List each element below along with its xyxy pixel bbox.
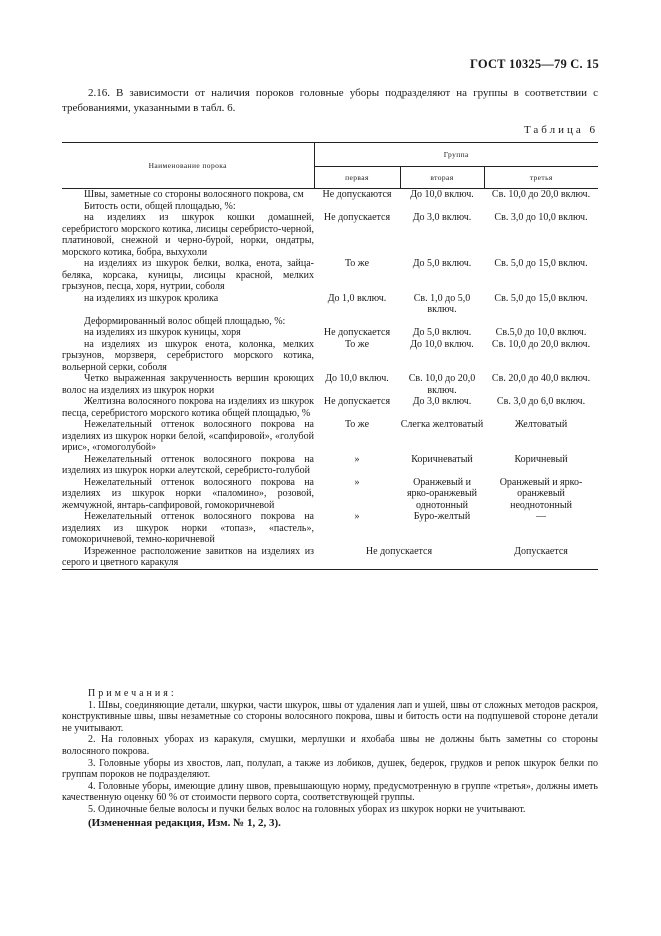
group-first-value: Не допускается	[323, 212, 391, 223]
group-third-value: Св. 3,0 до 6,0 включ.	[496, 396, 586, 407]
defect-name: Битость ости, общей площадью, %:	[84, 200, 236, 212]
group-first-value: Не допускается	[323, 327, 391, 338]
page-header: ГОСТ 10325—79 С. 15	[470, 57, 599, 71]
group-third-value: Св. 5,0 до 15,0 включ.	[494, 258, 588, 269]
group-third-value: Св. 20,0 до 40,0 включ.	[491, 373, 591, 384]
table-row	[62, 258, 598, 293]
table-row	[62, 327, 598, 339]
group-second-value: Св. 1,0 до 5,0 включ.	[413, 292, 471, 315]
table-row	[62, 454, 598, 477]
col-group-third: третья	[484, 167, 598, 189]
table-row	[62, 293, 598, 316]
group-second-value: Слегка желтоватый	[400, 419, 484, 430]
group-second-value: Св. 10,0 до 20,0 включ.	[408, 373, 476, 396]
group-second-value: До 5,0 включ.	[412, 258, 472, 269]
note-item: 1. Швы, соединяющие детали, шкурки, части шкурок, швы от удаления лап и ушей, швы от сложных методов раскроя, конструктивные швы, швы незаметные со стороны волосяного покрова, швы и битость ости на подпушевой стороне детали не учитывают.	[62, 699, 598, 734]
defect-name: Желтизна волосяного покрова на изделиях из шкурок песца, серебристого морского котика общей площадью, %	[62, 396, 314, 419]
group-third-value: Св.5,0 до 10,0 включ.	[495, 327, 587, 338]
group-first-value: До 10,0 включ.	[325, 373, 389, 384]
notes-block	[62, 688, 598, 816]
group-first-value: »	[354, 476, 360, 488]
defect-name: на изделиях из шкурок куницы, хоря	[84, 327, 241, 338]
group-second-value: Коричневатый	[411, 453, 473, 465]
defect-name: Четко выраженная закрученность вершин кроющих волос на изделиях из шкурок норки	[62, 373, 314, 396]
defect-name: Деформированный волос общей площадью, %:	[84, 315, 286, 327]
group-first-second-value: Не допускается	[314, 546, 484, 570]
col-defect-name: Наименование порока	[62, 143, 314, 189]
group-third-value: Коричневый	[514, 453, 568, 465]
defect-name: Нежелательный оттенок волосяного покрова на изделиях из шкурок норки «топаз», «пастель», гомокоричневой, темно-коричневой	[62, 511, 314, 545]
defect-name: Изреженное расположение завитков на изделиях из серого и цветного каракуля	[62, 545, 314, 568]
group-third-value: Св. 3,0 до 10,0 включ.	[494, 212, 588, 223]
group-third-value: Допускается	[484, 546, 598, 570]
group-first-value: То же	[344, 419, 370, 430]
defect-name: на изделиях из шкурок енота, колонка, мелких грызунов, морзверя, серебристого морского котика, вольерной серки, соболя	[62, 338, 314, 373]
defect-name: на изделиях из шкурок кошки домашней, серебристого морского котика, лисицы серебристо-черной, платиновой, снежной и черно-бурой, норки, ондатры, морского котика, бобра, выхухоли	[62, 212, 314, 258]
table-row	[62, 212, 598, 258]
section-2-16: 2.16. В зависимости от наличия пороков головные уборы подразделяют на группы в соответствии с требованиями, указанными в табл. 6.	[62, 87, 598, 114]
group-third-value: Желтоватый	[514, 419, 568, 430]
table-row	[62, 316, 598, 328]
table-row	[62, 373, 598, 396]
group-second-value: До 10,0 включ.	[410, 338, 474, 350]
defect-name: Нежелательный оттенок волосяного покрова на изделиях из шкурок норки «паломино», розовой, жемчужной, янтарь-сапфировой, гомокоричневой	[62, 476, 314, 511]
group-first-value: То же	[344, 338, 370, 350]
note-item: 4. Головные уборы, имеющие длину швов, превышающую норму, предусмотренную в группе «третья», должны иметь качественную оценку 60 % от стоимости первого сорта, соответствующей группы.	[62, 780, 598, 804]
defect-name: Нежелательный оттенок волосяного покрова на изделиях из шкурок норки белой, «сапфировой», «голубой ирис», «гомоголубой»	[62, 419, 314, 453]
table-row	[62, 396, 598, 419]
group-third-value: Св. 10,0 до 20,0 включ.	[491, 189, 591, 200]
defect-name: Швы, заметные со стороны волосяного покрова, см	[84, 189, 304, 200]
group-third-value: Оранжевый и ярко-оранжевый неоднотонный	[499, 476, 583, 511]
group-first-value: Не допускаются	[322, 189, 392, 200]
table-row	[62, 546, 598, 570]
group-second-value: До 5,0 включ.	[412, 327, 472, 338]
defects-table	[62, 142, 598, 570]
group-second-value: До 3,0 включ.	[412, 396, 472, 407]
group-second-value: Оранжевый и ярко-оранжевый однотонный	[406, 476, 478, 511]
table-row	[62, 511, 598, 546]
group-first-value: »	[354, 511, 360, 522]
group-third-value: Св. 5,0 до 15,0 включ.	[494, 292, 588, 304]
group-second-value: Буро-желтый	[413, 511, 471, 522]
group-first-value: »	[354, 453, 360, 465]
col-group-second: вторая	[400, 167, 484, 189]
defect-name: Нежелательный оттенок волосяного покрова на изделиях из шкурок норки алеутской, серебристо-голубой	[62, 453, 314, 476]
group-second-value: До 3,0 включ.	[412, 212, 472, 223]
group-third-value: Св. 10,0 до 20,0 включ.	[491, 338, 591, 350]
table-row	[62, 477, 598, 512]
group-third-value: —	[536, 511, 547, 522]
col-group: Группа	[314, 143, 598, 167]
note-item: 2. На головных уборах из каракуля, смушки, мерлушки и яхобаба швы не должны быть заметны со стороны волосяного покрова.	[62, 734, 598, 757]
table-row	[62, 419, 598, 454]
defect-name: на изделиях из шкурок белки, волка, енота, зайца-беляка, корсака, куницы, лисицы красной, мелких грызунов, песца, хоря, нутрии, соболя	[62, 258, 314, 292]
note-item: 3. Головные уборы из хвостов, лап, полулап, а также из лобиков, душек, бедерок, грудков и репок шкурок белки по группам пороков не подразделяют.	[62, 757, 598, 781]
group-first-value: Не допускается	[323, 396, 391, 407]
table-row	[62, 189, 598, 201]
defect-name: на изделиях из шкурок кролика	[84, 292, 219, 304]
table-caption: Таблица 6	[523, 124, 598, 136]
group-first-value: То же	[344, 258, 370, 269]
group-second-value: До 10,0 включ.	[410, 189, 474, 200]
table-row	[62, 201, 598, 213]
notes-title: Примечания:	[88, 688, 177, 699]
group-first-value: До 1,0 включ.	[327, 292, 387, 304]
table-row	[62, 339, 598, 374]
col-group-first: первая	[314, 167, 400, 189]
note-item: 5. Одиночные белые волосы и пучки белых волос на головных уборах из шкурок норки не учитывают.	[88, 803, 526, 815]
edition-note: (Измененная редакция, Изм. № 1, 2, 3).	[88, 817, 281, 829]
